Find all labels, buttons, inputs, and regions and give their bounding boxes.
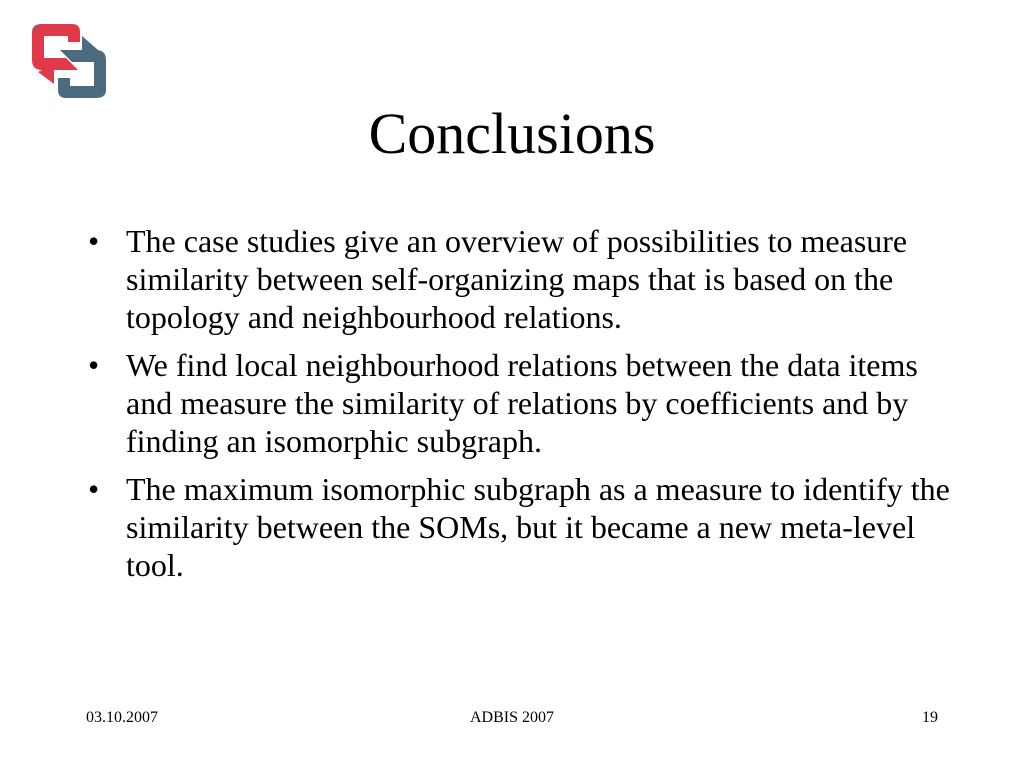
slide-title: Conclusions xyxy=(368,101,656,166)
bullet-text: The case studies give an overview of possibilities to measure similarity between self-organizing maps that is based on the topology and neighbourhood relations. xyxy=(126,223,908,335)
bullet-text: We find local neighbourhood relations between the data items and measure the similarity of relations by coefficients and by finding an isomorphic subgraph. xyxy=(126,347,918,459)
bullet-marker: • xyxy=(88,347,100,383)
list-item xyxy=(84,470,954,584)
list-item xyxy=(84,346,954,460)
bullet-marker: • xyxy=(88,471,100,507)
bullet-text: The maximum isomorphic subgraph as a measure to identify the similarity between the SOMs, but it became a new meta-level tool. xyxy=(126,471,950,583)
bullet-marker: • xyxy=(88,223,100,259)
sync-arrows-icon xyxy=(26,20,112,102)
list-item xyxy=(84,222,954,336)
footer-date: 03.10.2007 xyxy=(86,709,158,726)
footer-page-number: 19 xyxy=(922,709,938,726)
footer-conference: ADBIS 2007 xyxy=(469,709,554,726)
bullet-list xyxy=(84,222,954,594)
